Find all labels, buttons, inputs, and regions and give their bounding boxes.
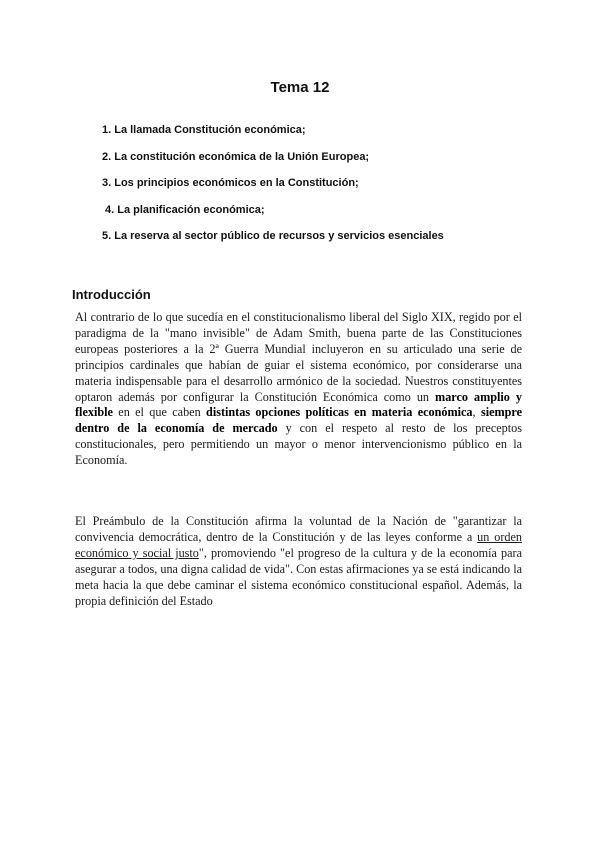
- topic-item: 3. Los principios económicos en la Constitución;: [102, 177, 359, 189]
- text-run: El Preámbulo de la Constitución afirma la voluntad de la Nación de "garantizar la convivencia democrática, dentro de la Constitución y de las leyes conforme a: [75, 514, 522, 544]
- topic-item: 5. La reserva al sector público de recursos y servicios esenciales: [102, 230, 444, 242]
- intro-paragraph-2: [75, 514, 522, 609]
- topic-item: 1. La llamada Constitución económica;: [102, 124, 306, 136]
- text-run: en el que caben: [112, 405, 207, 420]
- text-run: ", promoviendo "el progreso de la cultura y de la economía para asegurar a todos, una digna calidad de vida". Con estas afirmaciones ya se está indicando la meta hacia la que debe caminar el sistema económico constitucional español. Además, la propia definición del Estado: [75, 545, 522, 608]
- underlined-phrase: un orden económico y social justo: [75, 529, 522, 560]
- bold-phrase: distintas opciones políticas en materia económica: [206, 405, 473, 420]
- section-heading: Introducción: [72, 287, 151, 302]
- bold-phrase: siempre dentro de la economía de mercado: [75, 405, 523, 436]
- topic-item: 2. La constitución económica de la Unión Europea;: [102, 150, 370, 163]
- topic-list: [102, 124, 542, 257]
- bold-phrase: marco amplio y flexible: [75, 389, 522, 420]
- intro-paragraph-1: [75, 310, 522, 469]
- text-run: y con el respeto al resto de los preceptos constitucionales, pero permitiendo un mayor o menor intervencionismo público en la Economía.: [75, 421, 522, 468]
- document-title: Tema 12: [270, 79, 330, 96]
- text-run: Al contrario de lo que sucedía en el constitucionalismo liberal del Siglo XIX, regido por el paradigma de la "mano invisible" de Adam Smith, buena parte de las Constituciones europeas posteriores a la 2ª Guerra Mundial incluyeron en su articulado una serie de principios cardinales que habían de guiar el sistema económico, por considerarse una materia indispensable para el desarrollo armónico de la sociedad. Nuestros constituyentes optaron además por configurar la Constitución Económica como un: [75, 310, 522, 404]
- topic-item: 4. La planificación económica;: [105, 203, 265, 216]
- text-run: ,: [472, 405, 481, 420]
